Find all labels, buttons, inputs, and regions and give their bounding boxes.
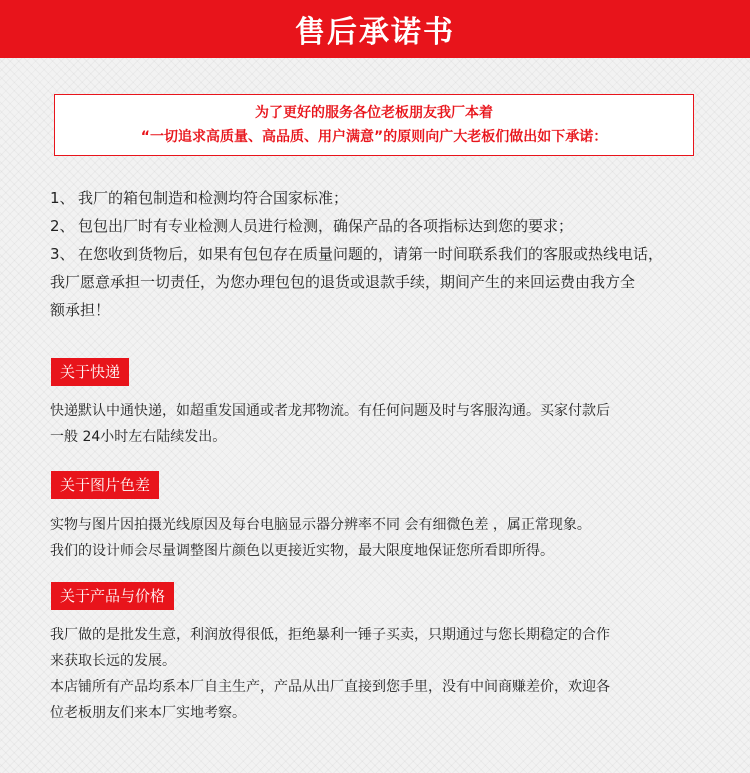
promise-text: 包包出厂时有专业检测人员进行检测，确保产品的各项指标达到您的要求； — [78, 217, 574, 235]
promise-number: 2、 — [50, 217, 75, 235]
section-line: 一般 24小时左右陆续发出。 — [50, 429, 227, 445]
section-line: 本店铺所有产品均系本厂自主生产，产品从出厂直接到您手里，没有中间商赚差价，欢迎各 — [50, 679, 610, 695]
section-heading-express: 关于快递 — [51, 358, 129, 386]
promise-text: 在您收到货物后，如果有包包存在质量问题的，请第一时间联系我们的客服或热线电话， — [78, 245, 664, 263]
section-heading-product-price: 关于产品与价格 — [51, 582, 174, 610]
promise-item-3-continued-2 — [50, 296, 710, 324]
promise-item-3 — [50, 240, 710, 268]
section-line: 实物与图片因拍摄光线原因及每台电脑显示器分辨率不同 会有细微色差 ，属正常现象。 — [50, 517, 591, 533]
promise-text-continued: 我厂愿意承担一切责任，为您办理包包的退货或退款手续，期间产生的来回运费由我方全 — [50, 273, 636, 291]
section-heading-color-difference: 关于图片色差 — [51, 471, 159, 499]
intro-line-2: “一切追求高质量、高品质、用户满意”的原则向广大老板们做出如下承诺： — [140, 129, 608, 145]
section-line: 我们的设计师会尽量调整图片颜色以更接近实物，最大限度地保证您所看即所得。 — [50, 543, 554, 559]
section-body-product-price — [50, 622, 710, 726]
promise-item-3-continued — [50, 268, 710, 296]
promise-item-1 — [50, 184, 710, 212]
promise-text: 我厂的箱包制造和检测均符合国家标准； — [78, 189, 349, 207]
promise-number: 3、 — [50, 245, 75, 263]
intro-line-1: 为了更好的服务各位老板朋友我厂本着 — [255, 105, 493, 121]
promise-text-continued: 额承担！ — [50, 301, 111, 319]
page-title: 售后承诺书 — [295, 15, 455, 50]
promise-list — [50, 184, 710, 324]
promise-item-2 — [50, 212, 710, 240]
section-body-color-difference — [50, 512, 710, 564]
section-line: 我厂做的是批发生意，利润放得很低，拒绝暴利一锤子买卖，只期通过与您长期稳定的合作 — [50, 627, 610, 643]
section-body-express — [50, 398, 710, 450]
intro-box — [54, 94, 694, 156]
title-banner — [0, 0, 750, 58]
section-line: 快递默认中通快递，如超重发国通或者龙邦物流。有任何问题及时与客服沟通。买家付款后 — [50, 403, 610, 419]
section-line: 位老板朋友们来本厂实地考察。 — [50, 705, 246, 721]
section-line: 来获取长远的发展。 — [50, 653, 176, 669]
promise-number: 1、 — [50, 189, 75, 207]
